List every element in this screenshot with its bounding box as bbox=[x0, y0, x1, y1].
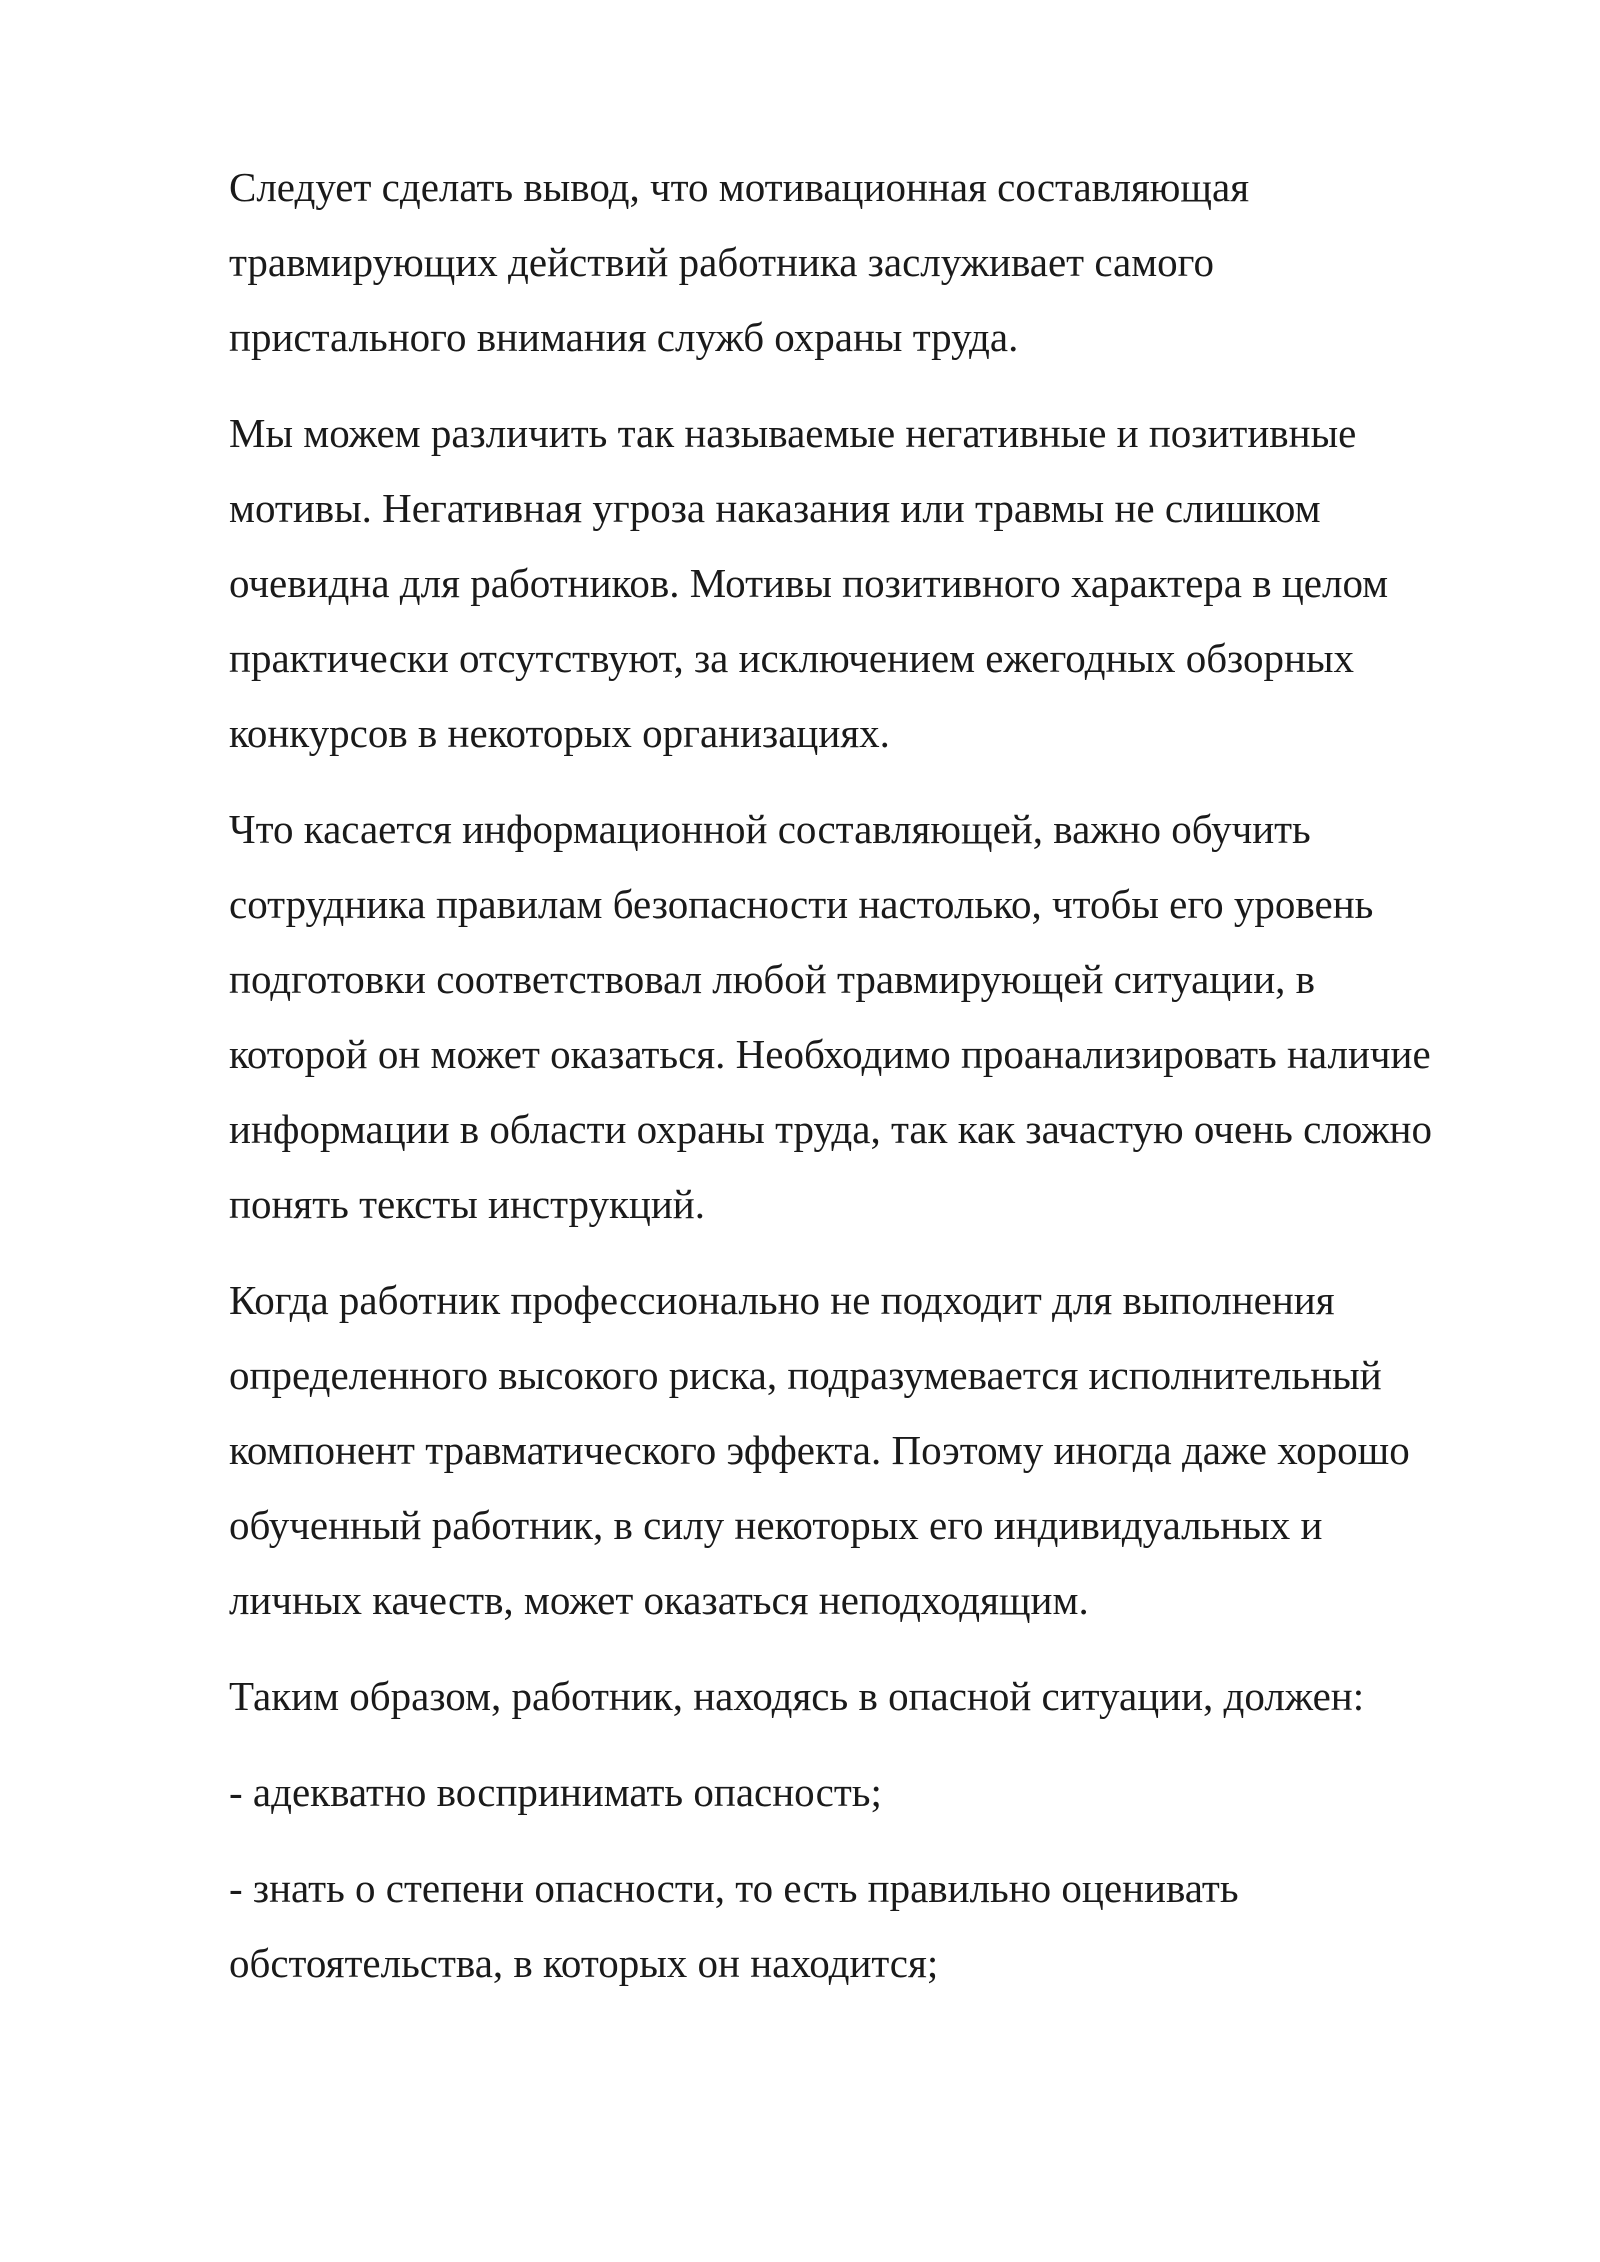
text-line: конкурсов в некоторых организациях. bbox=[229, 710, 890, 756]
text-line: Что касается информационной составляющей, важно обучить bbox=[229, 806, 1311, 852]
text-line: Мы можем различить так называемые негативные и позитивные bbox=[229, 410, 1357, 456]
paragraph-3 bbox=[229, 792, 1519, 1242]
text-line: личных качеств, может оказаться неподходящим. bbox=[229, 1577, 1089, 1623]
text-line: сотрудника правилам безопасности настолько, чтобы его уровень bbox=[229, 881, 1374, 927]
text-line: практически отсутствуют, за исключением ежегодных обзорных bbox=[229, 635, 1354, 681]
text-line: определенного высокого риска, подразумевается исполнительный bbox=[229, 1352, 1382, 1398]
text-line: понять тексты инструкций. bbox=[229, 1181, 705, 1227]
text-line: - адекватно воспринимать опасность; bbox=[229, 1769, 882, 1815]
list-item-1 bbox=[229, 1755, 1519, 1830]
text-line: - знать о степени опасности, то есть правильно оценивать bbox=[229, 1865, 1239, 1911]
text-line: Когда работник профессионально не подходит для выполнения bbox=[229, 1277, 1335, 1323]
list-item-2 bbox=[229, 1851, 1519, 2001]
text-line: Таким образом, работник, находясь в опасной ситуации, должен: bbox=[229, 1673, 1365, 1719]
text-line: травмирующих действий работника заслуживает самого bbox=[229, 239, 1214, 285]
text-line: очевидна для работников. Мотивы позитивного характера в целом bbox=[229, 560, 1389, 606]
paragraph-5 bbox=[229, 1659, 1519, 1734]
text-line: мотивы. Негативная угроза наказания или травмы не слишком bbox=[229, 485, 1321, 531]
paragraph-4 bbox=[229, 1263, 1519, 1638]
paragraph-2 bbox=[229, 396, 1519, 771]
text-line: информации в области охраны труда, так как зачастую очень сложно bbox=[229, 1106, 1432, 1152]
text-line: пристального внимания служб охраны труда. bbox=[229, 314, 1019, 360]
text-line: обученный работник, в силу некоторых его индивидуальных и bbox=[229, 1502, 1323, 1548]
document-body bbox=[229, 150, 1519, 2022]
text-line: подготовки соответствовал любой травмирующей ситуации, в bbox=[229, 956, 1316, 1002]
text-line: которой он может оказаться. Необходимо проанализировать наличие bbox=[229, 1031, 1431, 1077]
text-line: Следует сделать вывод, что мотивационная составляющая bbox=[229, 164, 1250, 210]
text-line: обстоятельства, в которых он находится; bbox=[229, 1940, 939, 1986]
paragraph-1 bbox=[229, 150, 1519, 375]
text-line: компонент травматического эффекта. Поэтому иногда даже хорошо bbox=[229, 1427, 1410, 1473]
